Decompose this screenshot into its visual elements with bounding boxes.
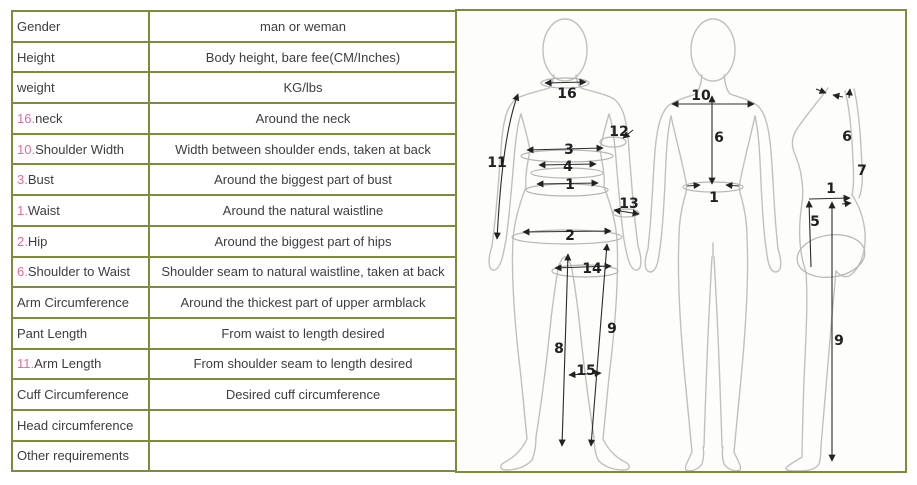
measurement-table-body — [12, 11, 457, 471]
label-arm-length-11: 11 — [487, 155, 507, 171]
row-desc: KG/lbs — [283, 80, 323, 96]
row-prefix: 11. — [17, 356, 35, 372]
measurement-name-cell — [12, 164, 149, 195]
body-outline — [714, 257, 722, 447]
label-back-length-6: 6 — [842, 129, 852, 145]
table-row — [12, 72, 457, 103]
label-waist-1: 1 — [565, 177, 575, 193]
body-outline — [501, 114, 562, 470]
row-label-text: Pant Length — [17, 325, 88, 341]
measurement-name-cell — [12, 349, 149, 380]
measurement-arrow-front-rise — [809, 201, 811, 267]
measurement-arrow-waist-side-b — [842, 203, 851, 204]
row-prefix: 10. — [17, 141, 36, 157]
body-measurement-diagram — [457, 11, 905, 471]
row-desc: Around the neck — [255, 110, 351, 126]
label-neck-16: 16 — [557, 86, 577, 102]
row-prefix: 1. — [17, 202, 28, 218]
table-row — [12, 134, 457, 165]
measurement-arrow-waist-right — [726, 185, 739, 186]
label-waist-1: 1 — [709, 190, 719, 206]
table-row — [12, 103, 457, 134]
body-outline — [671, 116, 704, 471]
label-pant-length-9: 9 — [834, 333, 844, 349]
measurement-desc-cell — [149, 195, 457, 226]
measurement-desc-cell — [149, 226, 457, 257]
table-row — [12, 164, 457, 195]
measurement-name-cell — [12, 318, 149, 349]
row-desc: Body height, bare fee(CM/Inches) — [205, 49, 401, 65]
table-row — [12, 410, 457, 441]
measurement-name-cell — [12, 11, 149, 42]
measurement-name-cell — [12, 257, 149, 288]
body-outline — [549, 75, 554, 88]
table-row — [12, 318, 457, 349]
row-label-text: Bust — [27, 172, 54, 188]
measurement-desc-cell — [149, 72, 457, 103]
row-label-text: Shoulder to Waist — [27, 264, 130, 280]
measurement-table — [11, 10, 458, 472]
label-thigh-14: 14 — [582, 261, 602, 277]
head-outline — [691, 19, 735, 81]
body-outline — [562, 257, 568, 259]
measurement-desc-cell — [149, 257, 457, 288]
measurement-arrow-waist-side — [809, 198, 850, 199]
measurement-name-cell — [12, 226, 149, 257]
label-front-rise-5: 5 — [810, 214, 820, 230]
body-outline — [786, 88, 836, 471]
row-desc: Width between shoulder ends, taken at back — [175, 141, 431, 157]
measurement-desc-cell — [149, 11, 457, 42]
measurement-name-cell — [12, 42, 149, 73]
table-row — [12, 195, 457, 226]
front-view-figure — [487, 19, 641, 470]
body-outline — [704, 257, 712, 447]
row-label-text: Hip — [27, 233, 48, 249]
table-row — [12, 42, 457, 73]
measurement-desc-cell — [149, 379, 457, 410]
body-outline — [576, 75, 581, 88]
figure-panel — [455, 9, 907, 473]
back-view-figure — [645, 19, 781, 471]
row-label-text: Gender — [17, 18, 61, 34]
label-bust-3: 3 — [564, 142, 574, 158]
measurement-desc-cell — [149, 318, 457, 349]
label-inseam-8: 8 — [554, 341, 564, 357]
side-view-figure — [786, 88, 868, 471]
table-row — [12, 287, 457, 318]
measurement-name-cell — [12, 410, 149, 441]
measurement-desc-cell — [149, 441, 457, 472]
measurement-arrow-back-top — [849, 89, 850, 98]
measurement-desc-cell — [149, 134, 457, 165]
row-label-text: Arm Length — [34, 356, 102, 372]
measurement-desc-cell — [149, 103, 457, 134]
body-outline — [581, 88, 641, 270]
row-label-text: weight — [17, 80, 55, 96]
row-prefix: 6. — [17, 264, 28, 280]
measurement-name-cell — [12, 134, 149, 165]
row-desc: Around the biggest part of bust — [214, 172, 392, 188]
row-desc: From shoulder seam to length desired — [193, 356, 413, 372]
row-desc: Around the thickest part of upper armblack — [180, 295, 426, 311]
row-desc: Shoulder seam to natural waistline, taken at back — [161, 264, 445, 280]
label-waist-1: 1 — [826, 181, 836, 197]
row-desc: From waist to length desired — [221, 325, 385, 341]
row-label-text: Waist — [27, 202, 60, 218]
measurement-desc-cell — [149, 42, 457, 73]
row-desc: Around the biggest part of hips — [214, 233, 392, 249]
row-desc: man or weman — [260, 18, 346, 34]
head-outline — [543, 19, 587, 81]
body-outline — [724, 75, 730, 94]
measurement-name-cell — [12, 72, 149, 103]
row-desc: Desired cuff circumference — [225, 387, 381, 403]
row-prefix: 2. — [17, 233, 28, 249]
label-side-length-7: 7 — [857, 163, 867, 179]
measurement-arrow-neck — [545, 82, 586, 83]
measurement-name-cell — [12, 379, 149, 410]
row-desc: Around the natural waistline — [222, 202, 384, 218]
body-outline — [568, 114, 629, 470]
measurement-desc-cell — [149, 287, 457, 318]
label-outseam-9: 9 — [607, 321, 617, 337]
table-row — [12, 379, 457, 410]
table-row — [12, 226, 457, 257]
row-label-text: Other requirements — [17, 448, 129, 464]
row-label-text: neck — [35, 110, 63, 126]
row-label-text: Height — [17, 49, 55, 65]
measurement-desc-cell — [149, 164, 457, 195]
body-outline — [722, 116, 755, 471]
label-underbust-4: 4 — [563, 159, 573, 175]
table-row — [12, 11, 457, 42]
measurement-name-cell — [12, 195, 149, 226]
label-knee-15: 15 — [576, 363, 596, 379]
label-shoulder-width-10: 10 — [691, 88, 711, 104]
body-outline — [645, 94, 696, 272]
table-row — [12, 441, 457, 472]
row-label-text: Arm Circumference — [17, 295, 129, 311]
measurement-arrow-waist-left — [687, 185, 700, 186]
label-forearm-13: 13 — [619, 196, 639, 212]
hip-side-ellipse — [794, 230, 867, 281]
measurement-desc-cell — [149, 410, 457, 441]
body-outline — [730, 94, 781, 272]
label-shoulder-to-waist-6: 6 — [714, 130, 724, 146]
row-prefix: 16. — [17, 110, 36, 126]
measurement-name-cell — [12, 103, 149, 134]
table-row — [12, 257, 457, 288]
table-row — [12, 349, 457, 380]
measurement-desc-cell — [149, 349, 457, 380]
row-label-text: Cuff Circumference — [17, 387, 129, 403]
measurement-name-cell — [12, 441, 149, 472]
measurement-arrow-shoulder-point-a — [816, 89, 826, 93]
label-arm-circumference-12: 12 — [609, 124, 629, 140]
measurement-arrow-shoulder-point-b — [833, 95, 843, 97]
row-label-text: Shoulder Width — [35, 141, 124, 157]
label-hip-2: 2 — [565, 228, 575, 244]
row-label-text: Head circumference — [17, 417, 134, 433]
body-outline — [854, 89, 862, 198]
row-prefix: 3. — [17, 172, 28, 188]
measurement-name-cell — [12, 287, 149, 318]
